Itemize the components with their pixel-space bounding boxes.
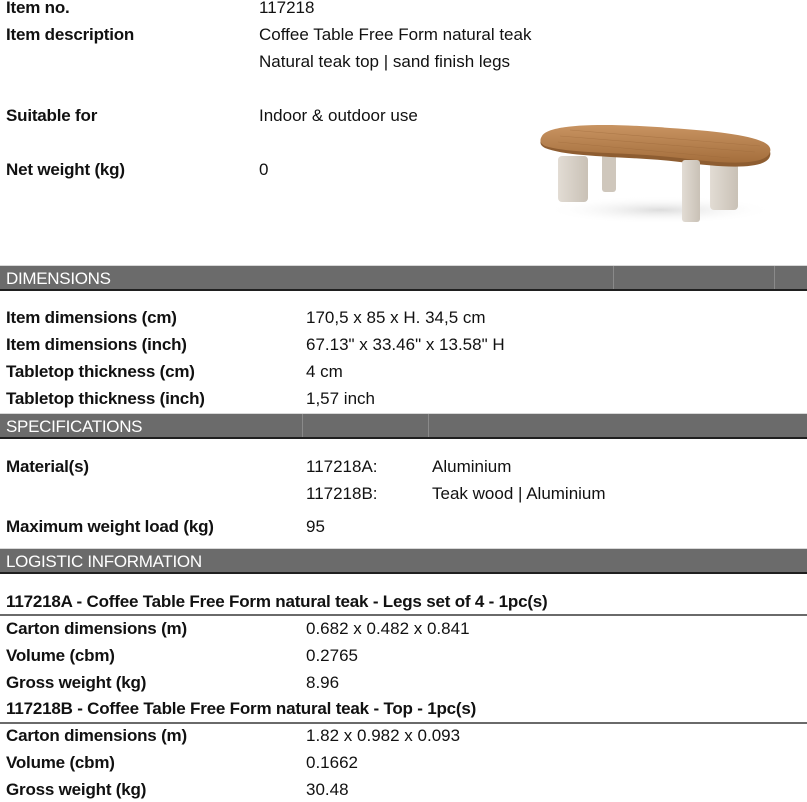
column-divider	[613, 266, 614, 289]
logistic-row-value: 30.48	[306, 780, 349, 799]
dimension-row-value: 1,57 inch	[306, 389, 375, 408]
dimension-row-label: Item dimensions (inch)	[6, 335, 187, 354]
item-description-label: Item description	[6, 25, 135, 44]
column-divider	[774, 266, 775, 289]
logistic-title: LOGISTIC INFORMATION	[6, 552, 202, 571]
dimensions-section-header	[0, 265, 807, 291]
logistic-row-value: 0.1662	[306, 753, 358, 772]
specifications-title: SPECIFICATIONS	[6, 417, 143, 436]
item-description-line1: Coffee Table Free Form natural teak	[259, 25, 532, 44]
material-value: Aluminium	[432, 457, 512, 476]
logistic-row-label: Volume (cbm)	[6, 753, 115, 772]
package-divider	[0, 722, 807, 724]
logistic-row-label: Carton dimensions (m)	[6, 619, 187, 638]
suitable-for-value: Indoor & outdoor use	[259, 106, 418, 125]
logistic-row-label: Volume (cbm)	[6, 646, 115, 665]
net-weight-label: Net weight (kg)	[6, 160, 125, 179]
dimension-row-value: 4 cm	[306, 362, 343, 381]
dimension-row-label: Item dimensions (cm)	[6, 308, 177, 327]
logistic-row-value: 8.96	[306, 673, 340, 692]
dimension-row-label: Tabletop thickness (inch)	[6, 389, 205, 408]
item-no-value: 117218	[259, 0, 315, 17]
material-code: 117218A:	[306, 457, 378, 476]
logistic-row-label: Gross weight (kg)	[6, 673, 147, 692]
logistic-row-label: Carton dimensions (m)	[6, 726, 187, 745]
coffee-table-image-icon	[530, 118, 780, 228]
package-heading: 117218A - Coffee Table Free Form natural teak - Legs set of 4 - 1pc(s)	[6, 592, 548, 611]
logistic-row-value: 0.2765	[306, 646, 358, 665]
max-load-label: Maximum weight load (kg)	[6, 517, 214, 536]
product-image	[530, 118, 780, 228]
dimension-row-label: Tabletop thickness (cm)	[6, 362, 195, 381]
item-description-line2: Natural teak top | sand finish legs	[259, 52, 511, 71]
column-divider	[428, 414, 429, 437]
dimension-row-value: 170,5 x 85 x H. 34,5 cm	[306, 308, 486, 327]
dimension-row-value: 67.13" x 33.46" x 13.58" H	[306, 335, 505, 354]
material-code: 117218B:	[306, 484, 378, 503]
item-no-label: Item no.	[6, 0, 70, 17]
materials-label: Material(s)	[6, 457, 89, 476]
logistic-section-header	[0, 548, 807, 574]
specifications-section-header	[0, 413, 807, 439]
logistic-row-value: 0.682 x 0.482 x 0.841	[306, 619, 470, 638]
logistic-row-label: Gross weight (kg)	[6, 780, 147, 799]
dimensions-title: DIMENSIONS	[6, 269, 111, 288]
package-divider	[0, 614, 807, 616]
logistic-row-value: 1.82 x 0.982 x 0.093	[306, 726, 461, 745]
net-weight-value: 0	[259, 160, 269, 179]
column-divider	[302, 414, 303, 437]
suitable-for-label: Suitable for	[6, 106, 98, 125]
max-load-value: 95	[306, 517, 325, 536]
package-heading: 117218B - Coffee Table Free Form natural teak - Top - 1pc(s)	[6, 699, 477, 718]
material-value: Teak wood | Aluminium	[432, 484, 606, 503]
